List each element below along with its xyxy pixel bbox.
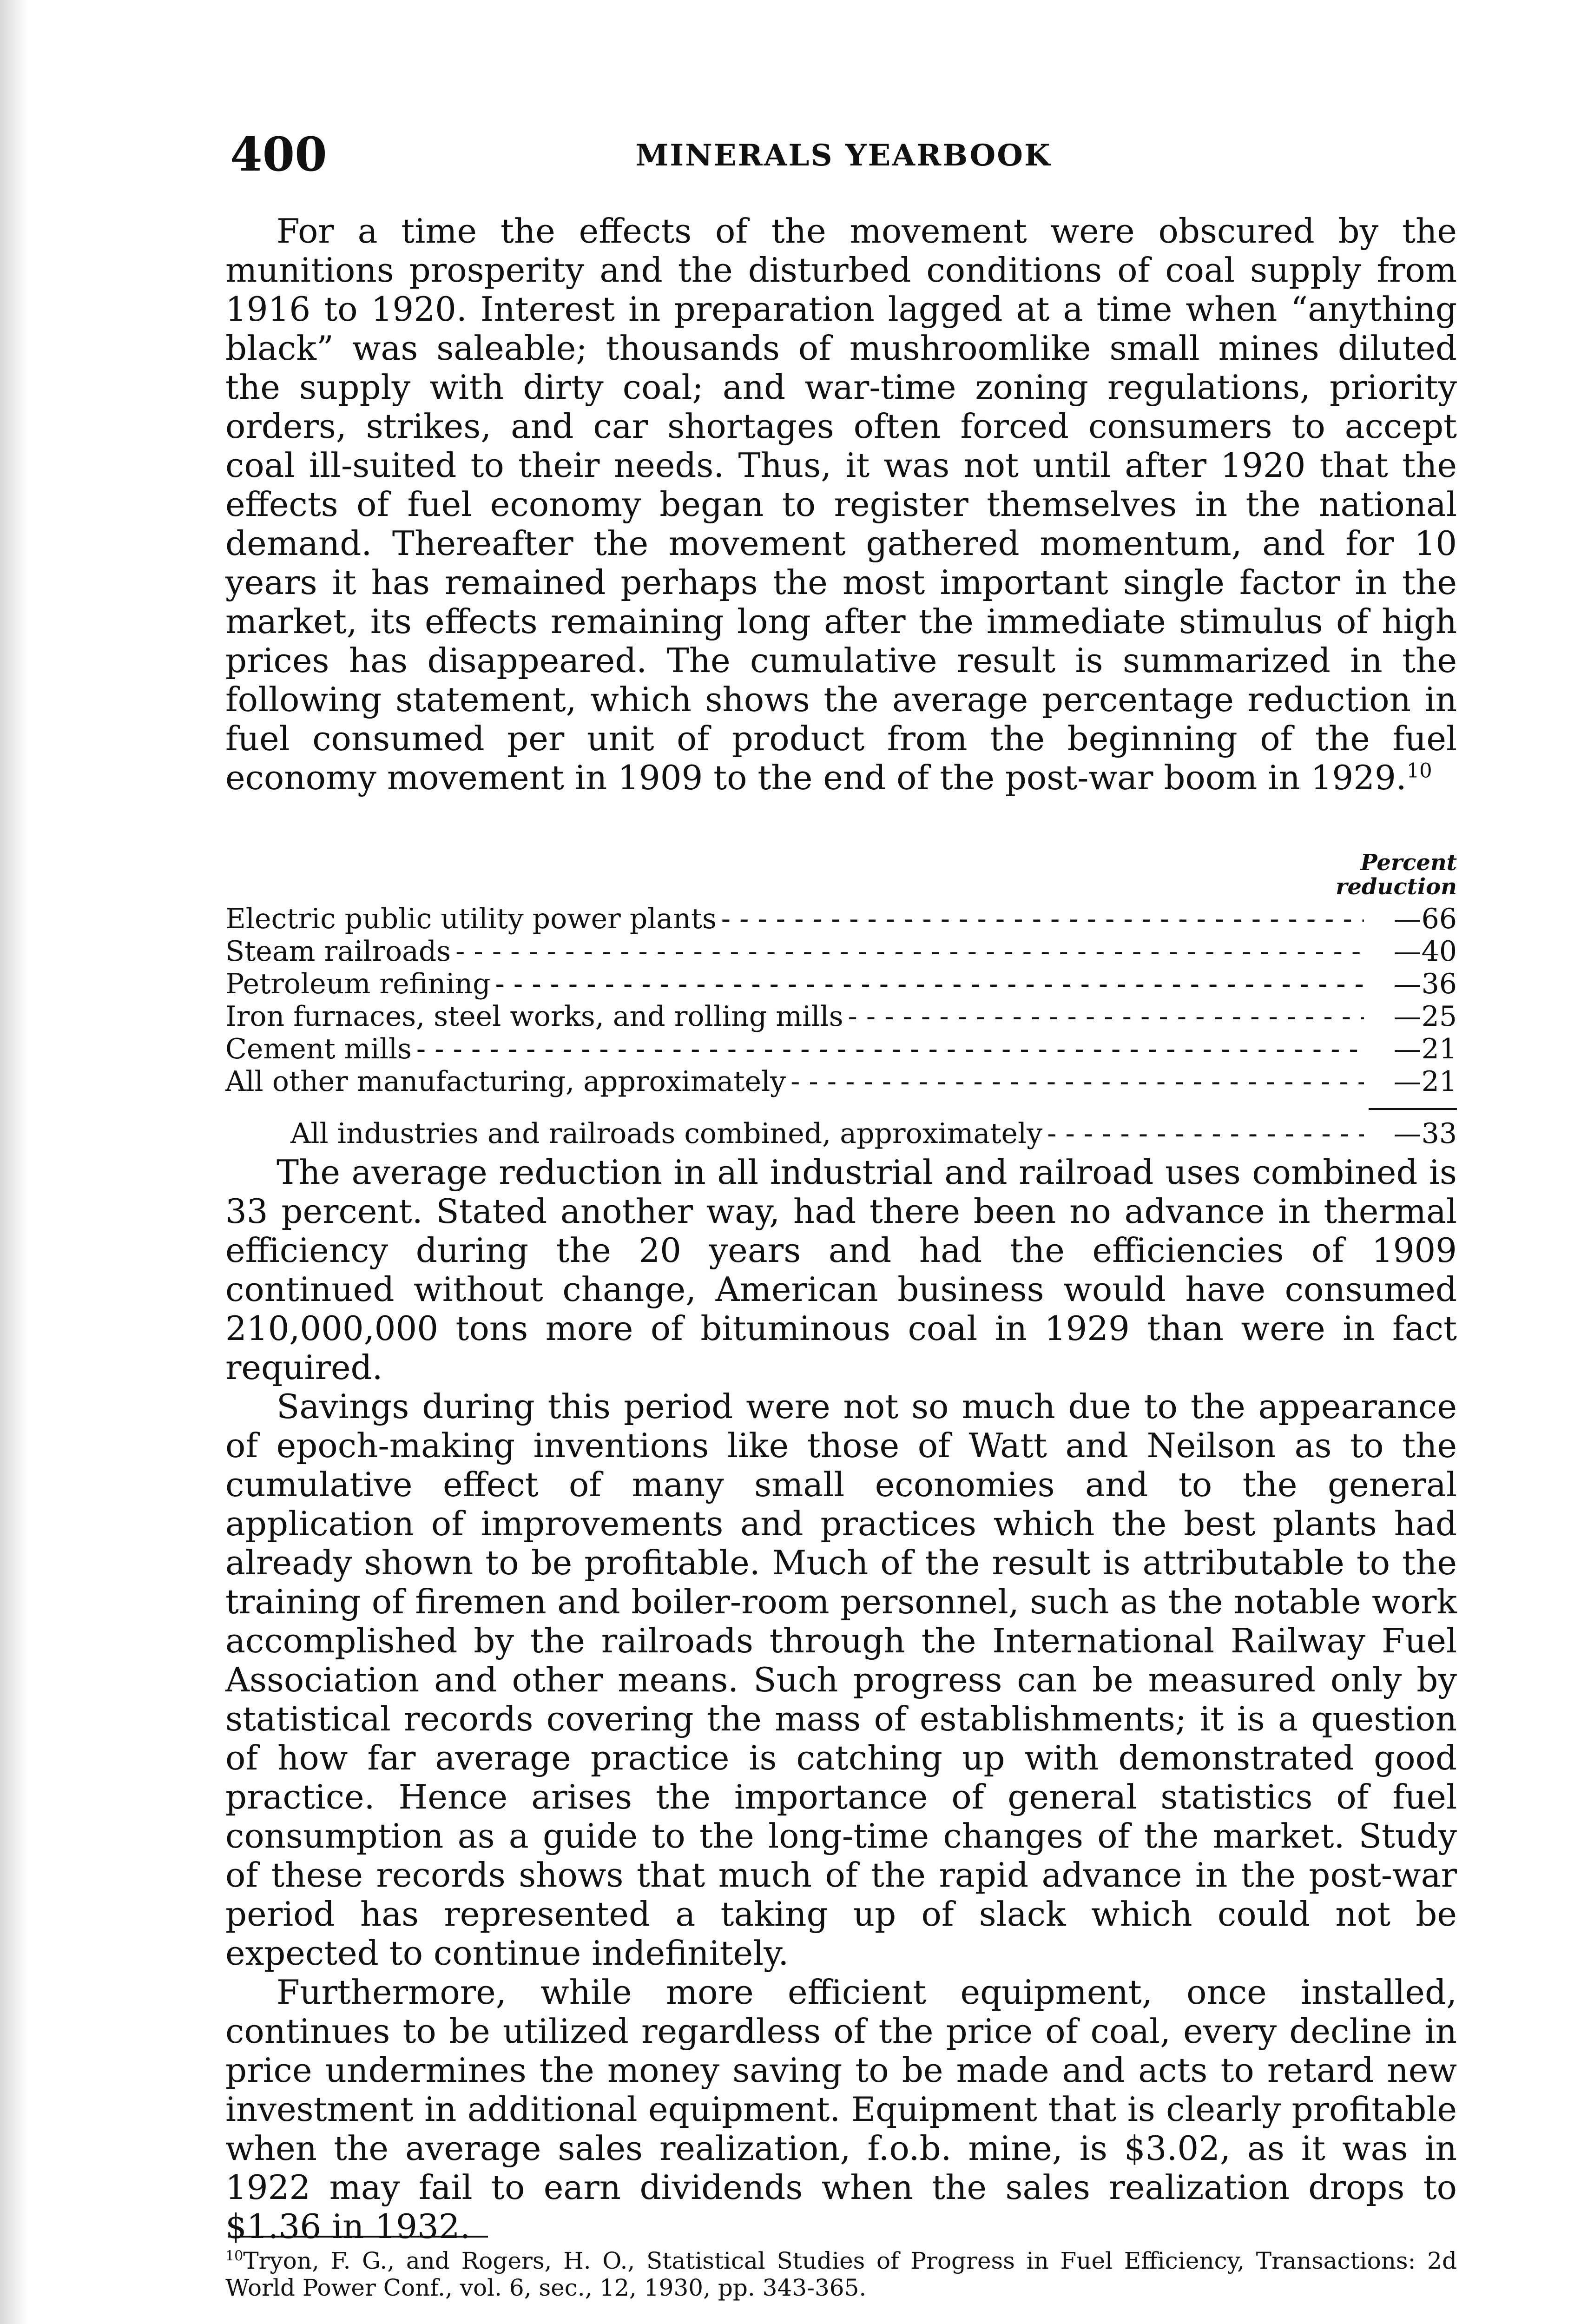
total-rule bbox=[1369, 1108, 1457, 1110]
table-row bbox=[225, 935, 1457, 968]
column-header-line-2: reduction bbox=[1336, 874, 1457, 900]
table-body bbox=[225, 903, 1457, 1150]
total-label: All industries and railroads combined, approximately bbox=[290, 1117, 1043, 1150]
table-row bbox=[225, 1065, 1457, 1098]
row-value: —21 bbox=[1393, 1065, 1457, 1098]
row-label: Steam railroads bbox=[225, 935, 451, 968]
body-block-bottom bbox=[225, 1153, 1457, 2246]
page-number: 400 bbox=[230, 127, 327, 182]
dot-leader bbox=[495, 968, 1364, 1000]
dot-leader bbox=[416, 1033, 1364, 1065]
dot-leader bbox=[848, 1000, 1364, 1033]
paragraph-fuel-economy-history bbox=[225, 211, 1457, 797]
row-value: —25 bbox=[1393, 1000, 1457, 1033]
page-header bbox=[230, 122, 1457, 187]
table-row bbox=[225, 1000, 1457, 1033]
total-value: —33 bbox=[1393, 1117, 1457, 1150]
footnote-text: Tryon, F. G., and Rogers, H. O., Statistical Studies of Progress in Fuel Efficiency, Transactions: 2d World Power Conf., vol. 6, sec., 12, 1930, pp. 343-365. bbox=[225, 2247, 1457, 2301]
reduction-table bbox=[225, 851, 1457, 1150]
footnote-marker: 10 bbox=[225, 2248, 244, 2265]
table-total-row bbox=[225, 1117, 1457, 1150]
row-label: Iron furnaces, steel works, and rolling mills bbox=[225, 1000, 843, 1033]
dot-leader bbox=[721, 903, 1364, 935]
footnote-reference: 10 bbox=[1406, 759, 1432, 783]
row-label: Cement mills bbox=[225, 1033, 412, 1065]
row-value: —21 bbox=[1393, 1033, 1457, 1065]
row-label: Electric public utility power plants bbox=[225, 903, 717, 935]
row-value: —40 bbox=[1393, 935, 1457, 968]
paragraph-text: For a time the effects of the movement were obscured by the munitions prosperity and the disturbed conditions of coal supply from 1916 to 1920. Interest in preparation lagged at a time when “anything black” was saleable; thousands of mushroomlike small mines diluted the supply with dirty coal; and war-time zoning regulations, priority orders, strikes, and car shortages often forced consumers to accept coal ill-suited to their needs. Thus, it was not until after 1920 that the effects of fuel economy began to register themselves in the national demand. Thereafter the movement gathered momentum, and for 10 years it has remained perhaps the most important single factor in the market, its effects remaining long after the immediate stimulus of high prices has disappeared. The cumulative result is summarized in the following statement, which shows the average percentage reduction in fuel consumed per unit of product from the beginning of the fuel economy movement in 1909 to the end of the post-war boom in 1929. bbox=[225, 211, 1457, 797]
column-header-line-1: Percent bbox=[1360, 850, 1457, 876]
dot-leader bbox=[1047, 1117, 1364, 1150]
row-label: Petroleum refining bbox=[225, 968, 491, 1000]
paragraph-savings: Savings during this period were not so much due to the appearance of epoch-making inventions like those of Watt and Neilson as to the cumulative effect of many small economies and to the general application of improvements and practices which the best plants had already shown to be profitable. Much of the result is attributable to the training of firemen and boiler-room personnel, such as the notable work accomplished by the railroads through the International Railway Fuel Association and other means. Such progress can be measured only by statistical records covering the mass of establishments; it is a question of how far average practice is catching up with demonstrated good practice. Hence arises the importance of general statistics of fuel consumption as a guide to the long-time changes of the market. Study of these records shows that much of the rapid advance in the post-war period has represented a taking up of slack which could not be expected to continue indefinitely. bbox=[225, 1387, 1457, 1973]
scanned-page-edge-shadow bbox=[0, 0, 28, 2324]
table-row bbox=[225, 968, 1457, 1000]
row-value: —66 bbox=[1393, 903, 1457, 935]
footnote-divider bbox=[228, 2236, 488, 2238]
row-label: All other manufacturing, approximately bbox=[225, 1065, 786, 1098]
running-title: MINERALS YEARBOOK bbox=[635, 138, 1052, 173]
table-column-header bbox=[225, 851, 1457, 899]
paragraph-average-reduction: The average reduction in all industrial and railroad uses combined is 33 percent. Stated another way, had there been no advance in thermal efficiency during the 20 years and had the efficiencies of 1909 continued without change, American business would have consumed 210,000,000 tons more of bituminous coal in 1929 than were in fact required. bbox=[225, 1153, 1457, 1387]
dot-leader bbox=[790, 1065, 1364, 1098]
table-row bbox=[225, 903, 1457, 935]
dot-leader bbox=[455, 935, 1364, 968]
table-row bbox=[225, 1033, 1457, 1065]
paragraph-price-effects: Furthermore, while more efficient equipment, once installed, continues to be utilized regardless of the price of coal, every decline in price undermines the money saving to be made and acts to retard new investment in additional equipment. Equipment that is clearly profitable when the average sales realization, f.o.b. mine, is $3.02, as it was in 1922 may fail to earn dividends when the sales realization drops to $1.36 in 1932. bbox=[225, 1973, 1457, 2246]
body-block-top bbox=[225, 211, 1457, 797]
row-value: —36 bbox=[1393, 968, 1457, 1000]
footnote bbox=[225, 2247, 1457, 2301]
